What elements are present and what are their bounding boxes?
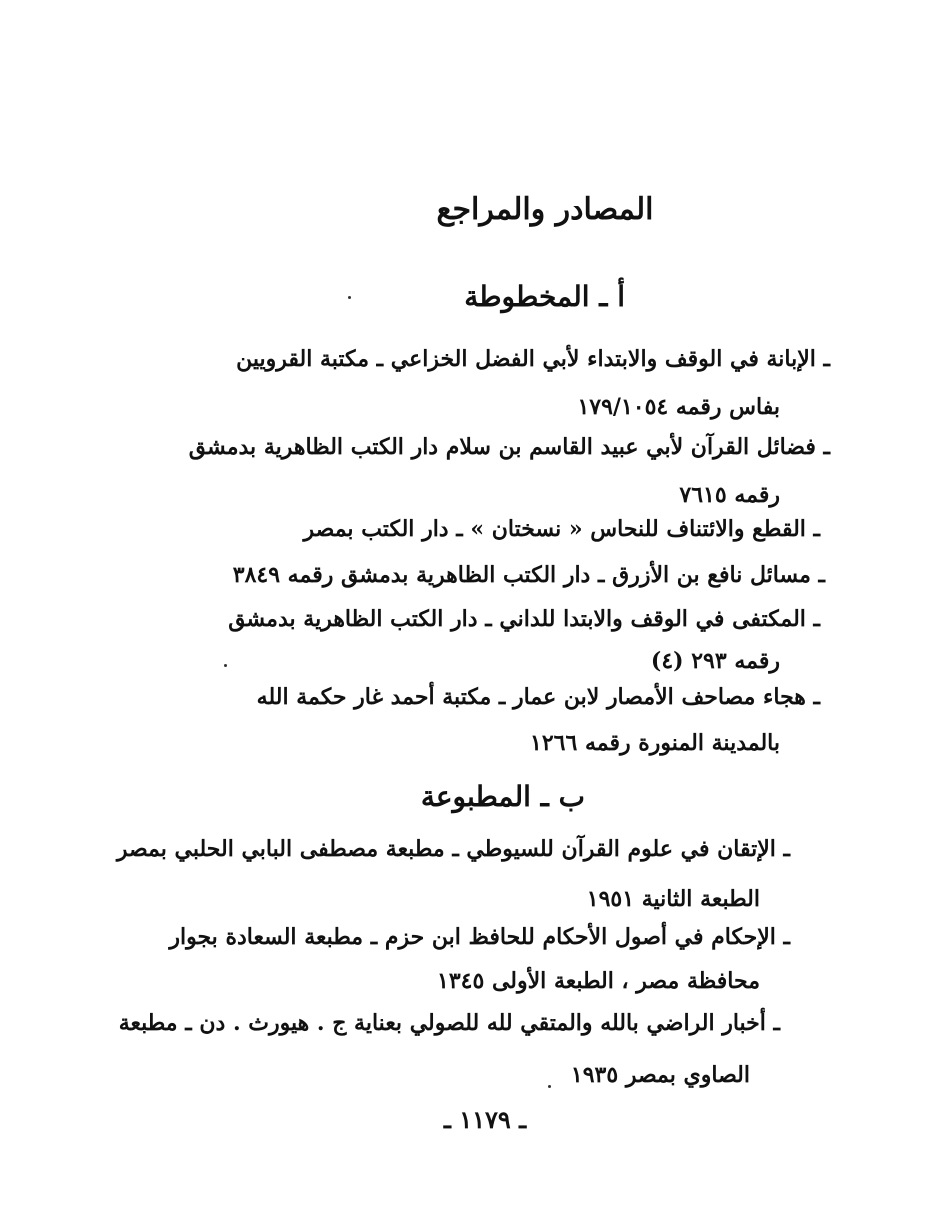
page-title: المصادر والمراجع	[436, 192, 654, 227]
entry-line: بفاس رقمه ١٧٩/١٠٥٤	[577, 394, 780, 420]
entry-line: ـ فضائل القرآن لأبي عبيد القاسم بن سلام دار الكتب الظاهرية بدمشق	[188, 434, 830, 460]
entry-line: ـ الإحكام في أصول الأحكام للحافظ ابن حزم ـ مطبعة السعادة بجوار	[169, 924, 790, 950]
entry-line: ـ مسائل نافع بن الأزرق ـ دار الكتب الظاهرية بدمشق رقمه ٣٨٤٩	[232, 562, 825, 588]
entry-line: ـ المكتفى في الوقف والابتدا للداني ـ دار الكتب الظاهرية بدمشق	[228, 606, 820, 632]
entry-line: رقمه ٢٩٣ (٤)	[650, 648, 780, 674]
scan-speck	[548, 1085, 551, 1088]
section-heading-manuscripts: أ ـ المخطوطة	[464, 280, 625, 313]
entry-line: الطبعة الثانية ١٩٥١	[586, 886, 760, 912]
entry-line: ـ الإبانة في الوقف والابتداء لأبي الفضل الخزاعي ـ مكتبة القرويين	[236, 346, 830, 372]
entry-line: ـ القطع والائتناف للنحاس « نسختان » ـ دار الكتب بمصر	[303, 516, 820, 542]
section-heading-printed: ب ـ المطبوعة	[420, 780, 585, 813]
entry-line: محافظة مصر ، الطبعة الأولى ١٣٤٥	[437, 968, 760, 994]
entry-line: الصاوي بمصر ١٩٣٥	[570, 1062, 750, 1088]
entry-line: ـ الإتقان في علوم القرآن للسيوطي ـ مطبعة مصطفى البابي الحلبي بمصر	[116, 836, 790, 862]
scan-speck	[224, 664, 227, 667]
page-number: ـ ١١٧٩ ـ	[443, 1105, 527, 1134]
scan-speck	[348, 296, 351, 299]
entry-line: رقمه ٧٦١٥	[679, 482, 780, 508]
entry-line: ـ أخبار الراضي بالله والمتقي لله للصولي بعناية ج . هيورث . دن ـ مطبعة	[118, 1010, 780, 1036]
entry-line: بالمدينة المنورة رقمه ١٢٦٦	[530, 730, 780, 756]
entry-line: ـ هجاء مصاحف الأمصار لابن عمار ـ مكتبة أحمد غار حكمة الله	[256, 684, 820, 710]
